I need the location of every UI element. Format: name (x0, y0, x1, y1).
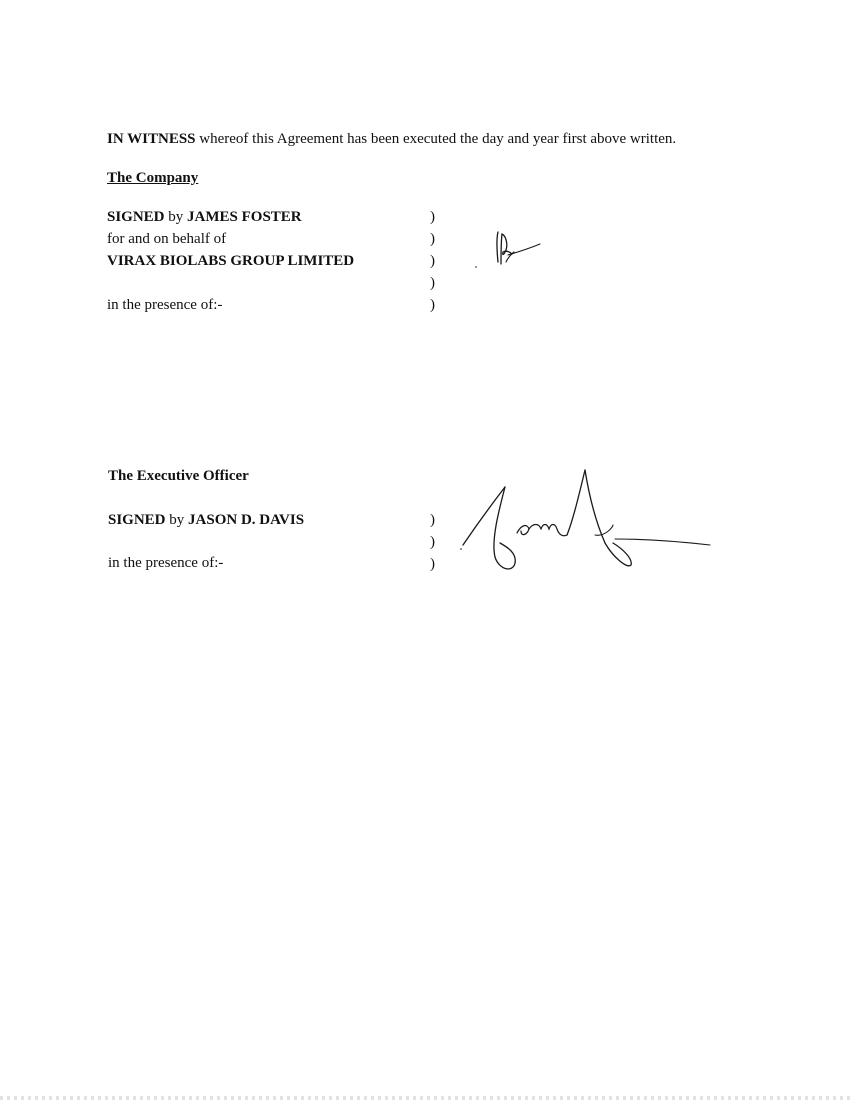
bracket: ) (430, 534, 435, 550)
company-entity: VIRAX BIOLABS GROUP LIMITED (107, 253, 355, 269)
bracket: ) (430, 253, 435, 269)
bracket: ) (430, 209, 435, 225)
signed-word: SIGNED (107, 209, 165, 225)
by-word: by (169, 512, 185, 528)
bracket: ) (430, 231, 435, 247)
signed-word: SIGNED (108, 512, 166, 528)
executive-signed-line (108, 511, 304, 529)
company-signatory: JAMES FOSTER (187, 209, 302, 225)
scan-edge (0, 1096, 850, 1100)
company-heading: The Company (107, 170, 199, 186)
by-word: by (168, 209, 184, 225)
witness-clause (107, 130, 676, 148)
executive-presence-line: in the presence of:- (108, 555, 224, 571)
bracket: ) (430, 275, 435, 291)
executive-signatory: JASON D. DAVIS (188, 512, 305, 528)
bracket: ) (430, 556, 435, 572)
company-presence-line: in the presence of:- (107, 297, 223, 313)
executive-signature (455, 465, 715, 580)
company-signed-line (107, 208, 302, 226)
company-signature (470, 222, 550, 277)
company-behalf-line: for and on behalf of (107, 231, 227, 247)
executive-heading: The Executive Officer (108, 468, 249, 484)
witness-lead: IN WITNESS (107, 131, 196, 147)
bracket: ) (430, 512, 435, 528)
witness-text: whereof this Agreement has been executed the day and year first above written. (199, 131, 677, 147)
bracket: ) (430, 297, 435, 313)
